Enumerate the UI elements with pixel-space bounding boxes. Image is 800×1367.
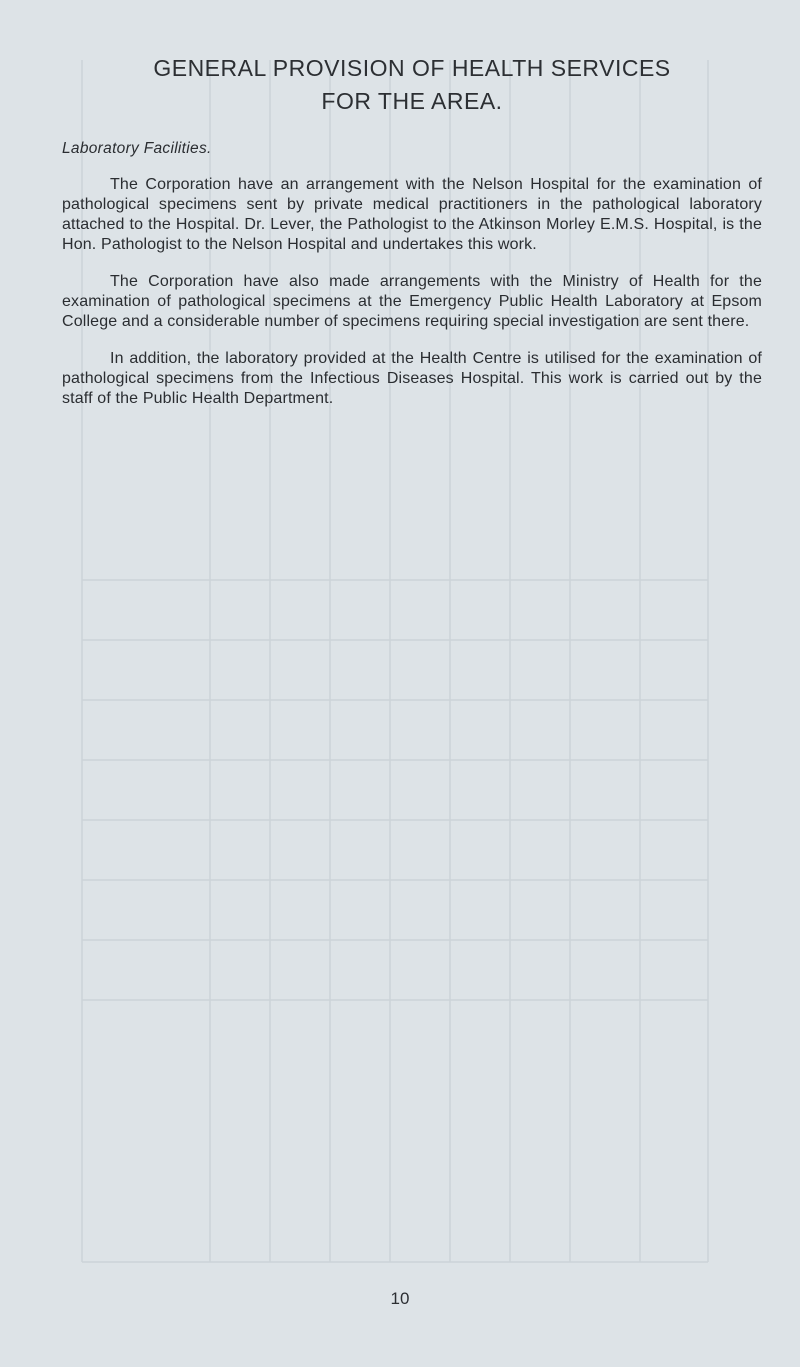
paragraph-2: The Corporation have also made arrangements with the Ministry of Health for the examination of pathological specimens at the Emergency Public Health Laboratory at Epsom College and a considerable number of specimens requiring special investigation are sent there. xyxy=(62,273,762,330)
page-number: 10 xyxy=(390,1289,410,1308)
paragraph-1: The Corporation have an arrangement with the Nelson Hospital for the examination of pathological specimens sent by private medical practitioners in the pathological laboratory attached to the Hospital. Dr. Lever, the Pathologist to the Atkinson Morley E.M.S. Hospital, is the Hon. Pathologist to the Nelson Hospital and undertakes this work. xyxy=(62,176,762,253)
paragraph-3: In addition, the laboratory provided at the Health Centre is utilised for the examination of pathological specimens from the Infectious Diseases Hospital. This work is carried out by the staff of the Public Health Department. xyxy=(62,350,762,407)
title-line-1: GENERAL PROVISION OF HEALTH SERVICES xyxy=(153,55,671,81)
section-heading: Laboratory Facilities. xyxy=(62,140,212,157)
title-line-2: FOR THE AREA. xyxy=(321,88,503,114)
document-title xyxy=(62,52,762,118)
document-body xyxy=(62,52,762,409)
